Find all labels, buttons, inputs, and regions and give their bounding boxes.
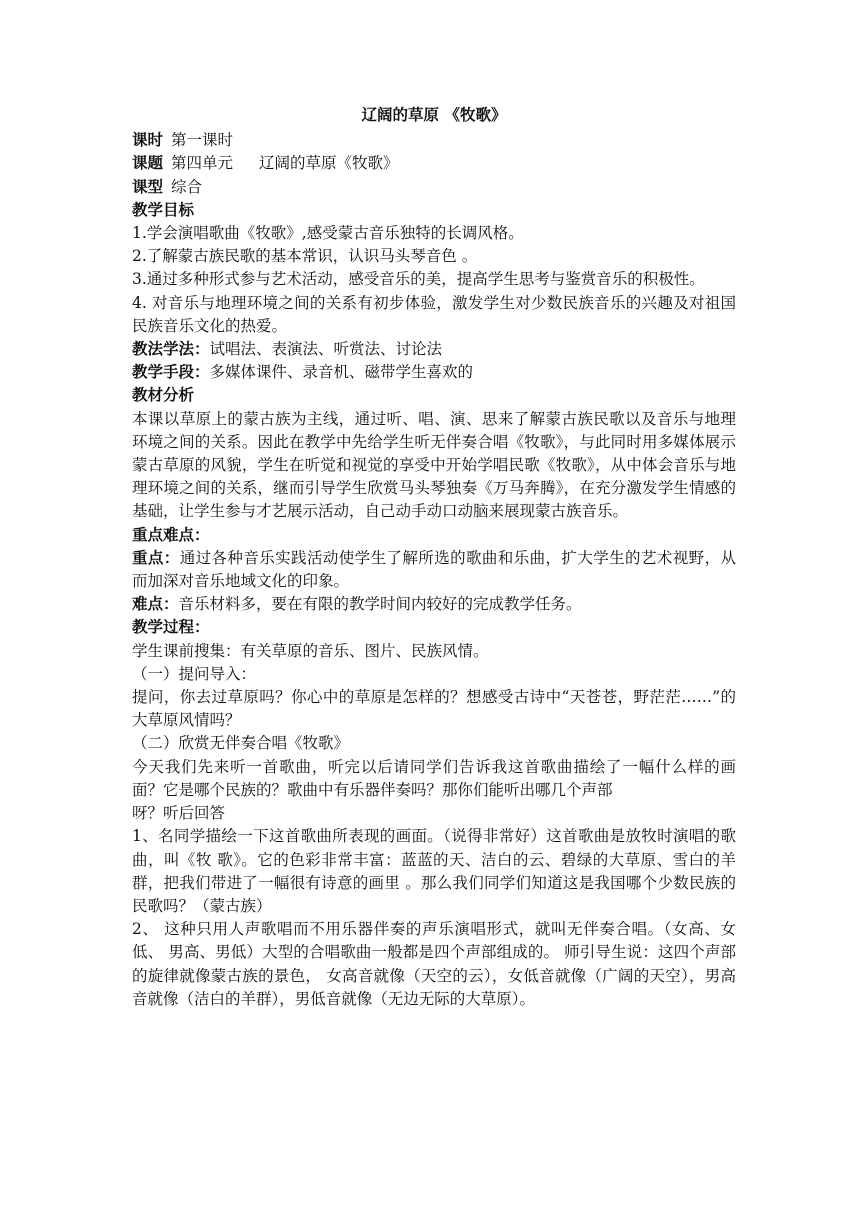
process-intro: 学生课前搜集：有关草原的音乐、图片、民族风情。 [132, 641, 489, 660]
analysis-text: 本课以草原上的蒙古族为主线，通过听、唱、演、思来了解蒙古族民歌以及音乐与地理环境之间的关系。因此在教学中先给学生听无伴奏合唱《牧歌》，与此同时用多媒体展示蒙古草原的风貌，学生在听觉和视觉的享受中开始学唱民歌《牧歌》，从中体会音乐与地理环境之间的关系，继而引导学生欣赏马头琴独奏《万马奔腾》，在充分激发学生情感的基础，让学生参与才艺展示活动，自己动手动口动脑来展现蒙古族音乐。 [132, 409, 736, 521]
teaching-methods [132, 338, 736, 361]
process-item-1: 1、名同学描绘一下这首歌曲所表现的画面。（说得非常好）这首歌曲是放牧时演唱的歌曲，叫《牧 歌》。它的色彩非常丰富：蓝蓝的天、洁白的云、碧绿的大草原、雪白的羊群，把我们带进了一幅很有诗意的画里 。那么我们同学们知道这是我国哪个少数民族的民歌吗？（蒙古族） [132, 827, 736, 915]
period-label: 课时 [132, 131, 164, 150]
topic-unit: 第四单元 [171, 154, 234, 173]
meta-period [132, 129, 736, 152]
section1-title: （一）提问导入： [132, 664, 257, 683]
document-title: 辽阔的草原 《牧歌》 [361, 106, 507, 124]
type-value: 综合 [171, 177, 203, 196]
teaching-means [132, 361, 736, 384]
difficult-text: 音乐材料多，要在有限的教学时间内较好的完成教学任务。 [178, 595, 582, 614]
method-label: 教法学法： [132, 340, 210, 359]
meta-topic [132, 152, 736, 175]
difficult-label: 难点： [132, 595, 179, 614]
goal-item: 3.通过多种形式参与艺术活动，感受音乐的美，提高学生思考与鉴赏音乐的积极性。 [132, 270, 705, 289]
section2-title: （二）欣赏无伴奏合唱《牧歌》 [132, 734, 350, 753]
means-label: 教学手段： [132, 363, 210, 382]
lesson-plan-body [132, 104, 736, 1011]
section1-text: 提问，你去过草原吗？你心中的草原是怎样的？想感受古诗中“天苍苍，野茫茫……”的大草原风情吗？ [132, 688, 736, 730]
meta-type [132, 176, 736, 199]
type-label: 课型 [132, 177, 164, 196]
difficult-point [132, 593, 736, 616]
analysis-heading: 教材分析 [132, 386, 195, 405]
period-value: 第一课时 [171, 131, 234, 150]
key-heading: 重点难点： [132, 525, 210, 544]
process-item-2: 2、 这种只用人声歌唱而不用乐器伴奏的声乐演唱形式，就叫无伴奏合唱。（女高、女低、 男高、男低）大型的合唱歌曲一般都是四个声部组成的。 师引导生说：这四个声部的旋律就像蒙古族的景色， 女高音就像（天空的云），女低音就像（广阔的天空），男高音就像（洁白的羊群），男低音就像（无边无际的大草原）。 [132, 920, 736, 1008]
key-text: 通过各种音乐实践活动使学生了解所选的歌曲和乐曲，扩大学生的艺术视野，从而加深对音乐地域文化的印象。 [132, 548, 736, 591]
goal-item: 1.学会演唱歌曲《牧歌》,感受蒙古音乐独特的长调风格。 [132, 224, 524, 243]
goal-item: 2.了解蒙古族民歌的基本常识，认识马头琴音色 。 [132, 247, 478, 266]
section2-text: 今天我们先来听一首歌曲，听完以后请同学们告诉我这首歌曲描绘了一幅什么样的画面？它是哪个民族的？歌曲中有乐器伴奏吗？那你们能听出哪几个声部 [132, 757, 736, 799]
section2-text-continued: 呀？听后回答 [132, 804, 226, 823]
key-point [132, 547, 736, 593]
goal-item: 4. 对音乐与地理环境之间的关系有初步体验，激发学生对少数民族音乐的兴趣及对祖国民族音乐文化的热爱。 [132, 293, 736, 335]
process-heading: 教学过程： [132, 618, 210, 637]
key-label: 重点： [132, 548, 180, 567]
goals-heading: 教学目标 [132, 200, 195, 219]
topic-name: 辽阔的草原《牧歌》 [259, 154, 399, 173]
means-value: 多媒体课件、录音机、磁带学生喜欢的 [209, 363, 474, 382]
topic-label: 课题 [132, 154, 164, 173]
method-value: 试唱法、表演法、听赏法、讨论法 [209, 340, 443, 359]
